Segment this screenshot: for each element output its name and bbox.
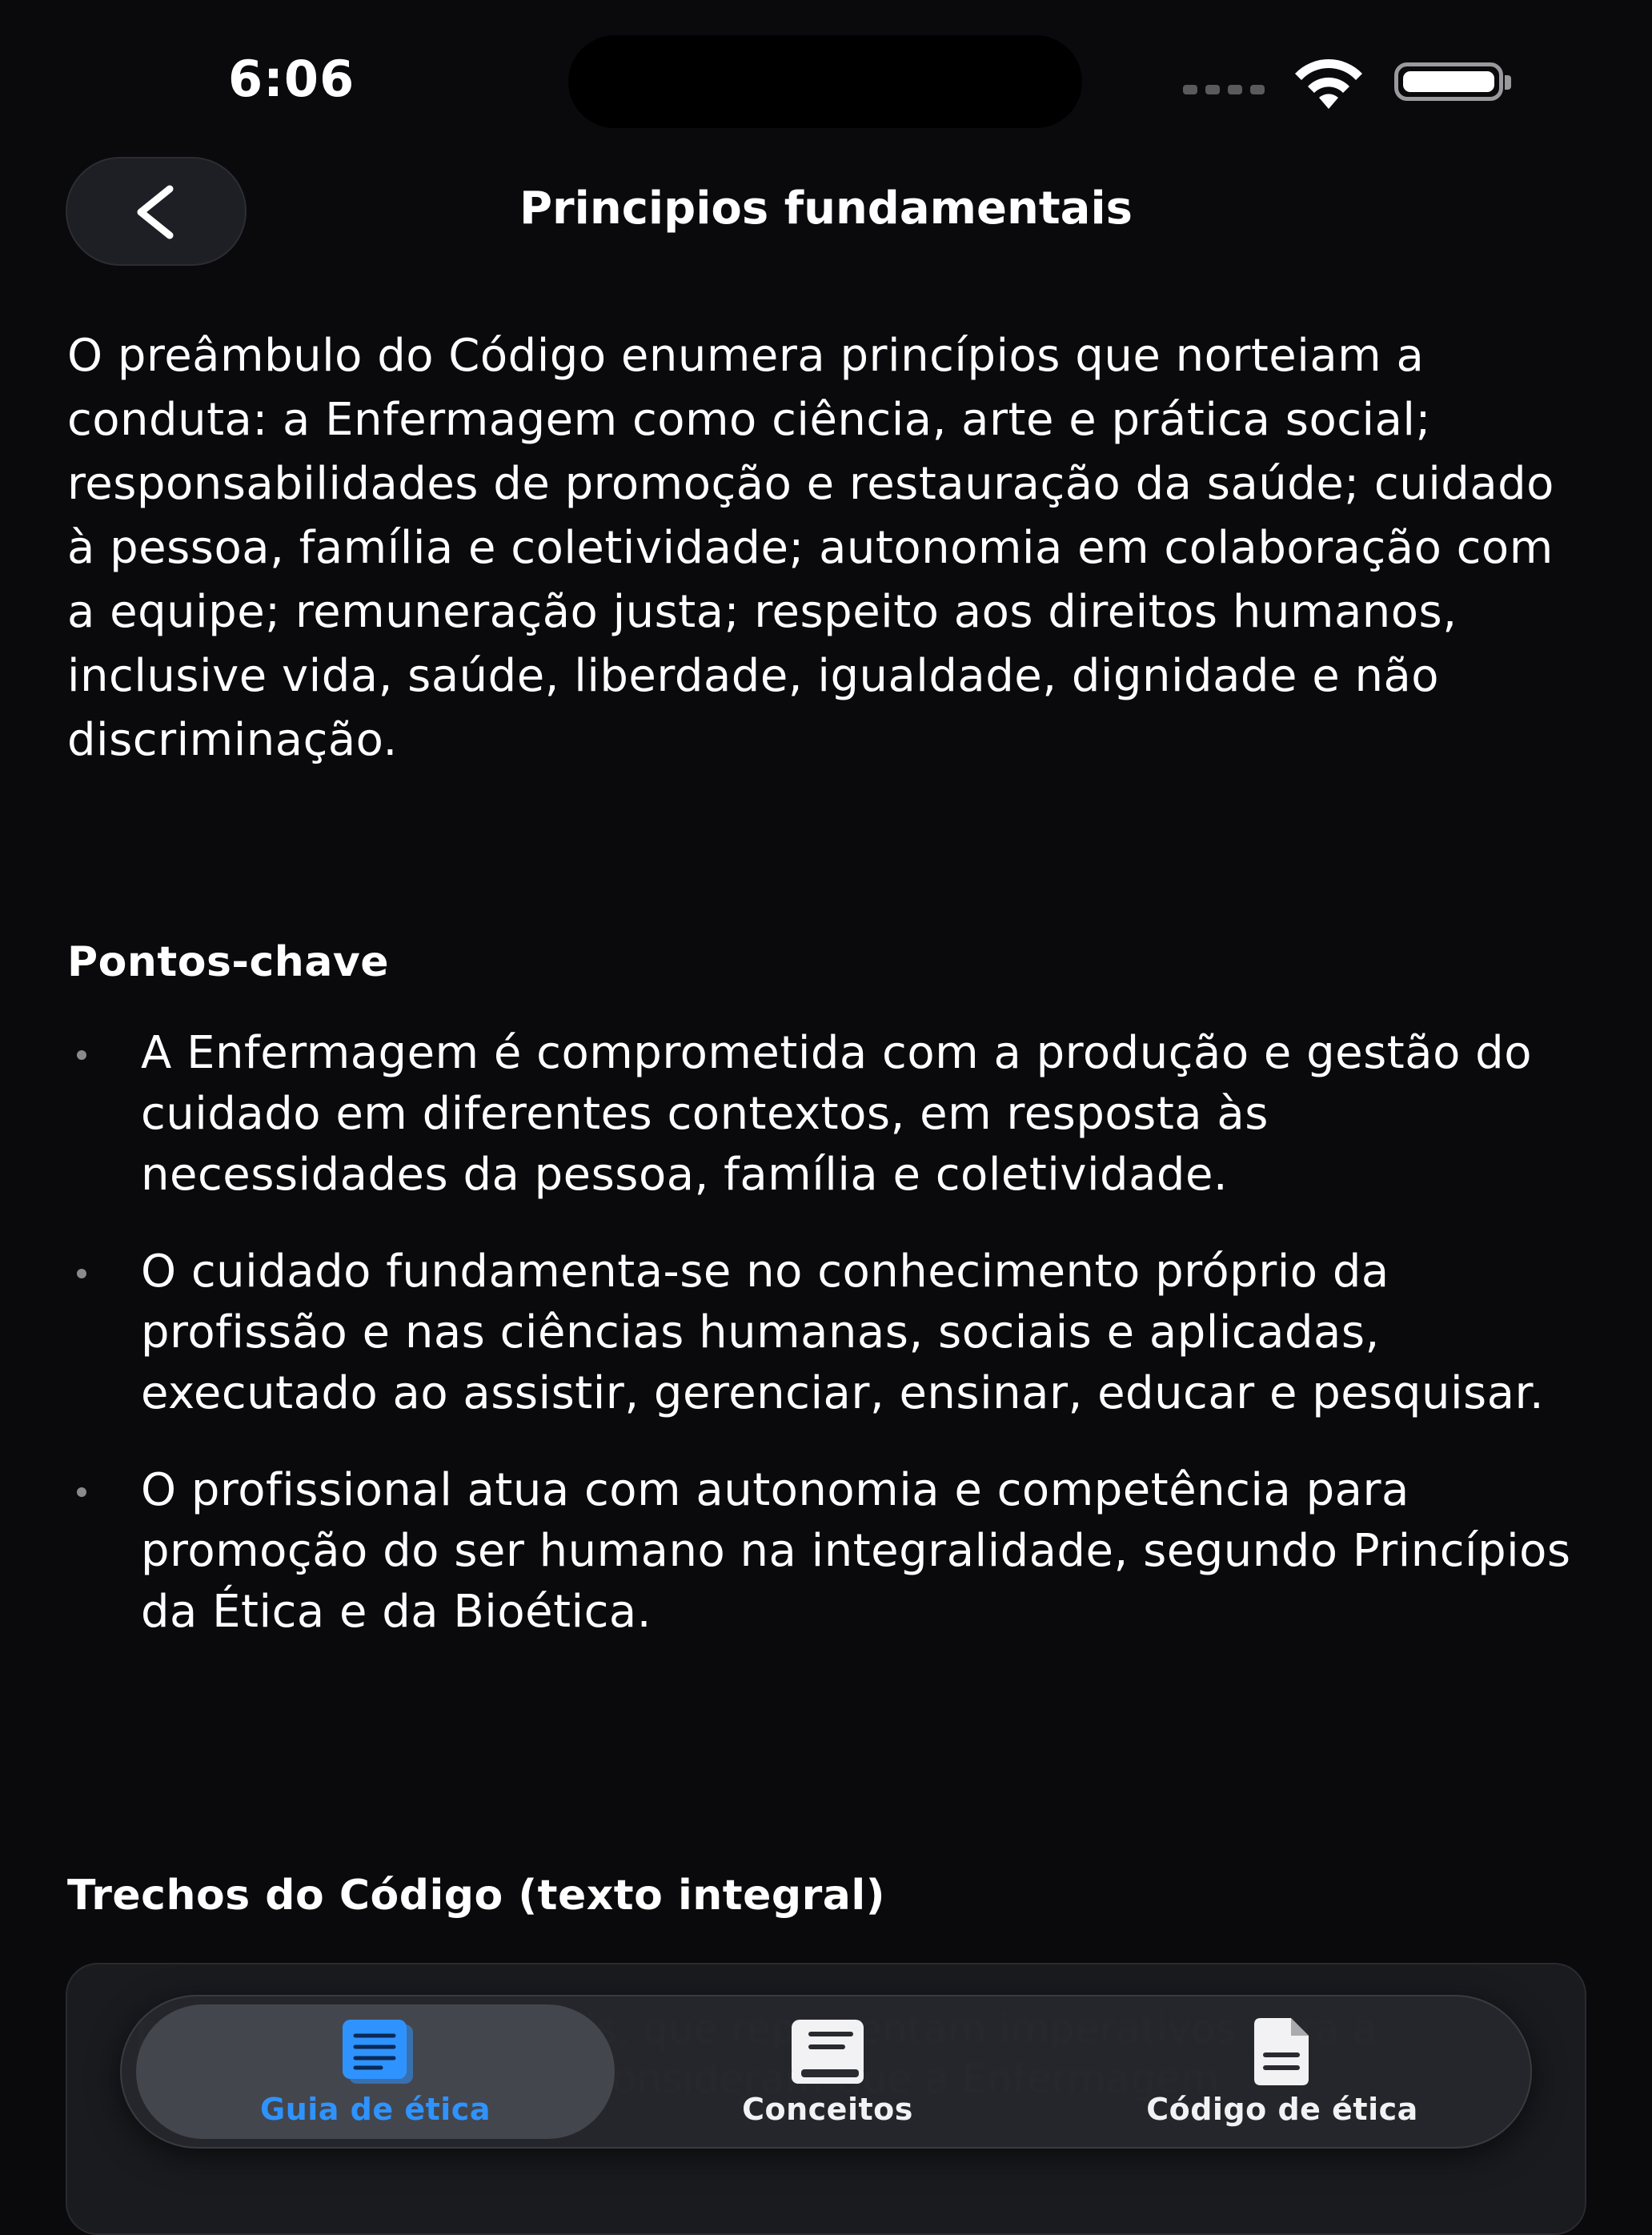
list-item [67,1023,1588,1206]
tab-label: Código de ética [1146,2092,1418,2127]
bullet-icon [77,1269,86,1278]
list-item-text: O profissional atua com autonomia e competência para promoção do ser humano na integralidade, segundo Princípios da Ética e da Bioética. [141,1464,1571,1638]
list-item-text: O cuidado fundamenta-se no conhecimento próprio da profissão e nas ciências humanas, sociais e aplicadas, executado ao assistir, gerenciar, ensinar, educar e pesquisar. [141,1246,1545,1419]
battery-nub [1505,75,1511,90]
list-item [67,1242,1588,1424]
document-icon [1238,2016,1326,2087]
tab-label: Guia de ética [260,2092,491,2127]
key-points-heading: Pontos-chave [67,938,390,986]
status-time: 6:06 [228,50,355,108]
tab-codigo-de-etica[interactable] [1058,2004,1506,2139]
dynamic-island [568,35,1082,128]
page-title: Principios fundamentais [519,183,1133,235]
tab-conceitos[interactable] [628,2004,1028,2139]
tab-label: Conceitos [742,2092,913,2127]
intro-paragraph: O preâmbulo do Código enumera princípios que norteiam a conduta: a Enfermagem como ciência, arte e prática social; responsabilidades de promoção e restauração da saúde; cuidado à pessoa, família e coletividade; autonomia em colaboração com a equipe; remuneração justa; respeito aos direitos humanos, inclusive vida, saúde, liberdade, igualdade, dignidade e não discriminação. [67,330,1554,766]
cellular-signal-icon [1183,85,1265,94]
excerpts-heading: Trechos do Código (texto integral) [67,1872,885,1920]
wifi-icon [1290,56,1367,112]
tab-guia-de-etica[interactable] [136,2004,615,2139]
book-icon [331,2016,419,2087]
content-area [67,324,1588,772]
tab-bar [120,1995,1532,2149]
list-item [67,1460,1588,1643]
book-closed-icon [784,2016,872,2087]
bullet-icon [77,1487,86,1497]
list-item-text: A Enfermagem é comprometida com a produção e gestão do cuidado em diferentes contextos, em resposta às necessidades da pessoa, família e coletividade. [141,1027,1532,1201]
battery-icon [1394,62,1503,101]
key-points-list [67,1023,1588,1679]
bullet-icon [77,1050,86,1060]
